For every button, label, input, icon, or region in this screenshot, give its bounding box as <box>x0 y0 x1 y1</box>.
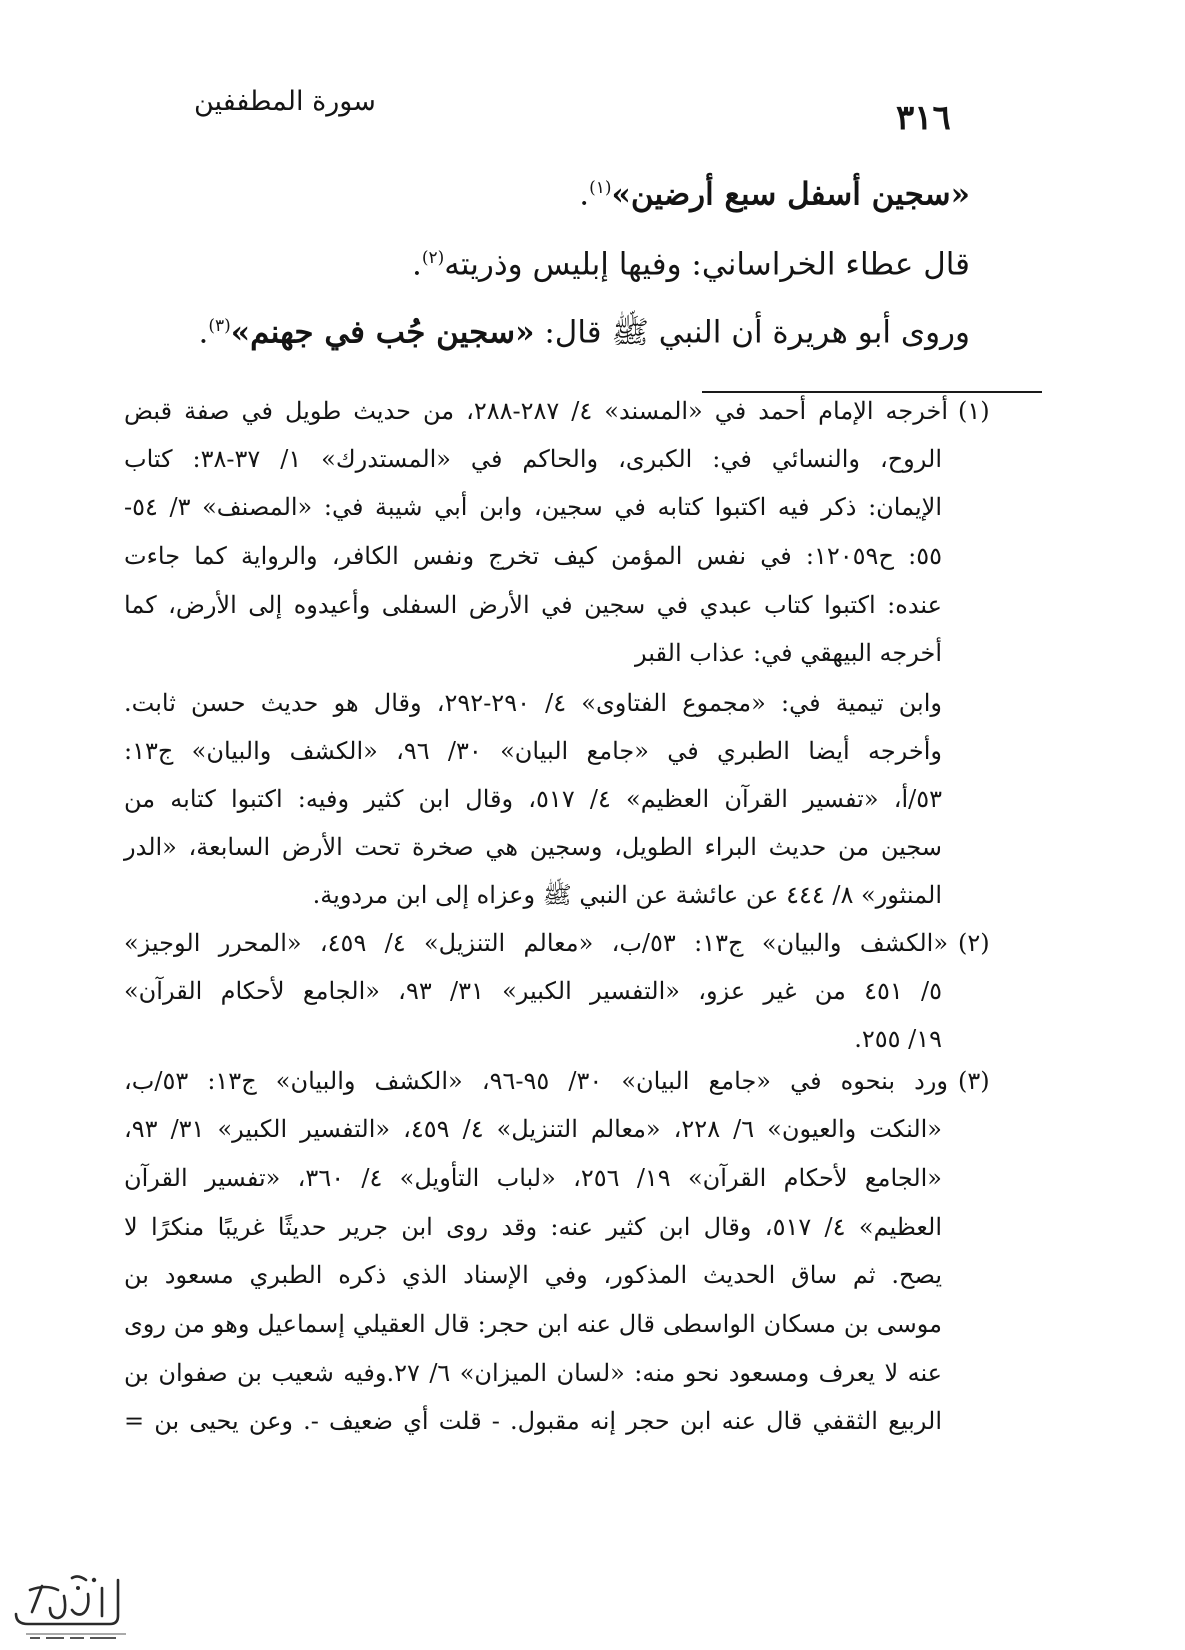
main-text-span: قال عطاء الخراساني: وفيها إبليس وذريته <box>444 246 970 283</box>
hadith-quote: «سجين أسفل سبع أرضين» <box>611 176 970 213</box>
footnote-3-line: يصح. ثم ساق الحديث المذكور، وفي الإسناد الذي ذكره الطبري مسعود بن <box>124 1261 942 1289</box>
footnote-1-line: ٥٣/أ، «تفسير القرآن العظيم» ٤/ ٥١٧، وقال ابن كثير وفيه: اكتبوا كتابه من <box>124 785 942 813</box>
footnote-3-line: «النكت والعيون» ٦/ ٢٢٨، «معالم التنزيل» ٤/ ٤٥٩، «التفسير الكبير» ٣١/ ٩٣، <box>124 1115 942 1143</box>
footnote-1-line: الروح، والنسائي في: الكبرى، والحاكم في «المستدرك» ١/ ٣٧-٣٨: كتاب <box>124 445 942 473</box>
footnote-marker-3: (٣) <box>958 1067 990 1095</box>
punctuation: . <box>411 246 422 283</box>
main-text-span: وروى أبو هريرة أن النبي ﷺ قال: <box>534 314 970 351</box>
footnote-ref: (٢) <box>421 248 445 268</box>
running-header-title: سورة المطففين <box>194 86 376 117</box>
footnote-3-line: «الجامع لأحكام القرآن» ١٩/ ٢٥٦، «لباب التأويل» ٤/ ٣٦٠، «تفسير القرآن <box>124 1164 942 1192</box>
footnote-ref: (١) <box>589 178 612 198</box>
footnote-3-line: عنه لا يعرف ومسعود نحو منه: «لسان الميزان» ٦/ ٢٧.وفيه شعيب بن صفوان بن <box>124 1359 942 1387</box>
footnote-1-line: الإيمان: ذكر فيه اكتبوا كتابه في سجين، وابن أبي شيبة في: «المصنف» ٣/ ٥٤- <box>124 493 942 521</box>
footnote-2-line: ١٩/ ٢٥٥. <box>854 1025 942 1053</box>
footnote-3-line: موسى بن مسكان الواسطى قال عنه ابن حجر: قال العقيلي إسماعيل وهو من روى <box>124 1310 942 1338</box>
punctuation: . <box>579 176 590 213</box>
footnote-2-line: ٥/ ٤٥١ من غير عزو، «التفسير الكبير» ٣١/ ٩٣، «الجامع لأحكام القرآن» <box>124 977 943 1005</box>
footnote-1-line: أخرجه البيهقي في: عذاب القبر <box>635 639 942 667</box>
footnote-3-line: العظيم» ٤/ ٥١٧، وقال ابن كثير عنه: وقد روى ابن جرير حديثًا غريبًا منكرًا لا <box>124 1213 942 1241</box>
page-number: ٣١٦ <box>896 98 951 138</box>
publisher-logo <box>6 1566 134 1646</box>
footnote-1-line: وابن تيمية في: «مجموع الفتاوى» ٤/ ٢٩٠-٢٩٢، وقال هو حديث حسن ثابت. <box>124 689 942 717</box>
footnote-1-line: عنده: اكتبوا كتاب عبدي في سجين في الأرض السفلى وأعيدوه إلى الأرض، كما <box>124 591 942 619</box>
footnote-1-line: المنثور» ٨/ ٤٤٤ عن عائشة عن النبي ﷺ وعزاه إلى ابن مردوية. <box>312 881 942 909</box>
footnote-marker-2: (٢) <box>958 929 990 957</box>
hadith-quote: «سجين جُب في جهنم» <box>230 314 535 351</box>
footnote-3-line: ورد بنحوه في «جامع البيان» ٣٠/ ٩٥-٩٦، «الكشف والبيان» ج١٣: ٥٣/ب، <box>124 1067 948 1095</box>
footnote-1-line: سجين من حديث البراء الطويل، وسجين هي صخرة تحت الأرض السابعة، «الدر <box>124 833 942 861</box>
footnote-2-line: «الكشف والبيان» ج١٣: ٥٣/ب، «معالم التنزيل» ٤/ ٤٥٩، «المحرر الوجيز» <box>124 929 948 957</box>
punctuation: . <box>198 314 209 351</box>
footnote-marker-1: (١) <box>958 397 990 425</box>
footnote-1-line: أخرجه الإمام أحمد في «المسند» ٤/ ٢٨٧-٢٨٨، من حديث طويل في صفة قبض <box>124 397 948 425</box>
footnote-ref: (٣) <box>208 316 231 336</box>
footnote-1-line: ٥٥: ح١٢٠٥٩: في نفس المؤمن كيف تخرج ونفس الكافر، والرواية كما جاءت <box>124 542 942 570</box>
footnote-1-line: وأخرجه أيضا الطبري في «جامع البيان» ٣٠/ ٩٦، «الكشف والبيان» ج١٣: <box>124 737 943 765</box>
footnote-3-line: الربيع الثقفي قال عنه ابن حجر إنه مقبول. - قلت أي ضعيف -. وعن يحيى بن = <box>124 1407 942 1435</box>
